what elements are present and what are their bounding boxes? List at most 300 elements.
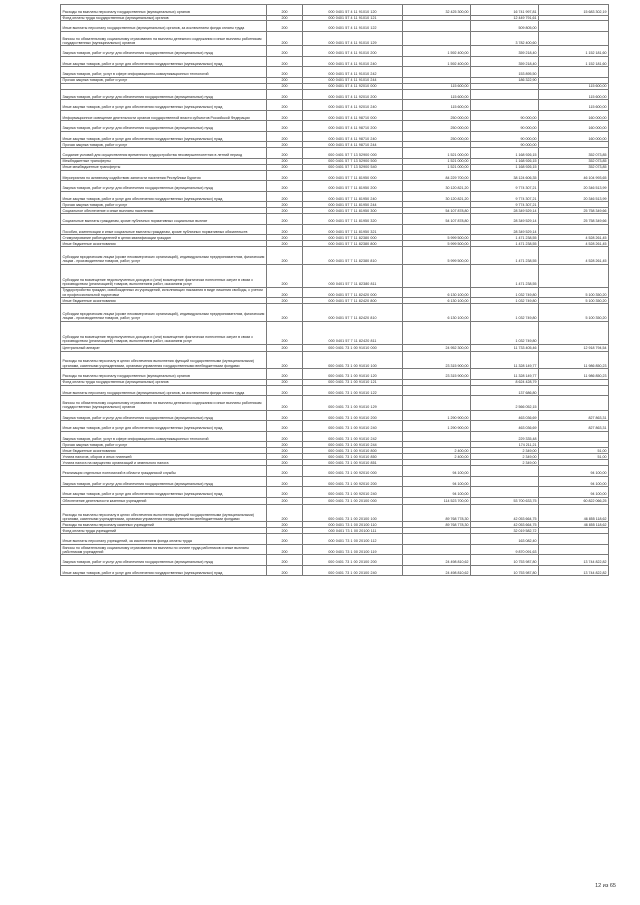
executed-amount-cell: 12 449 791,61 xyxy=(471,15,539,21)
line-code-cell: 200 xyxy=(267,421,303,432)
classification-code-cell: 000 0401 57 7 11 81950 244 xyxy=(303,202,403,208)
approved-budget-cell: 6 130 100,00 xyxy=(403,298,471,304)
classification-code-cell: 000 0401 73 1 00 20100 100 xyxy=(303,504,403,522)
unexecuted-amount-cell: 160 000,00 xyxy=(539,121,609,132)
approved-budget-cell: 94 100,00 xyxy=(403,476,471,487)
line-code-cell: 200 xyxy=(267,77,303,83)
expense-name-cell: Субсидии юридическим лицам (кроме некоммерческих организаций), индивидуальным предпринимателям, физическим лицам - производителям товаров, работ, услуг xyxy=(61,247,267,265)
executed-amount-cell: 28 349 529,14 xyxy=(471,208,539,214)
line-code-cell: 200 xyxy=(267,351,303,369)
table-row xyxy=(61,235,609,241)
unexecuted-amount-cell xyxy=(539,385,609,396)
classification-code-cell: 000 0401 57 7 11 82420 811 xyxy=(303,321,403,344)
table-row xyxy=(61,321,609,344)
expense-name-cell: Расходы на выплаты персоналу в целях обеспечения выполнения функций государственными (муниципальными) органами, казенными учреждениями, органами управления государственными внебюджетными фондами xyxy=(61,351,267,369)
classification-code-cell: 000 0401 57 4 11 98710 244 xyxy=(303,142,403,148)
executed-amount-cell: 2 349,00 xyxy=(471,460,539,466)
table-row xyxy=(61,214,609,225)
line-code-cell: 200 xyxy=(267,466,303,477)
line-code-cell: 200 xyxy=(267,287,303,298)
executed-amount-cell: 2 349,00 xyxy=(471,448,539,454)
classification-code-cell: 000 0401 57 4 11 91010 244 xyxy=(303,77,403,83)
classification-code-cell: 000 0401 57 7 11 81950 321 xyxy=(303,224,403,235)
classification-code-cell: 000 0401 57 4 11 92010 240 xyxy=(303,100,403,111)
table-row xyxy=(61,131,609,142)
approved-budget-cell: 6 130 100,00 xyxy=(403,304,471,322)
unexecuted-amount-cell: 352 073,85 xyxy=(539,158,609,164)
classification-code-cell: 000 0401 57 4 11 91010 129 xyxy=(303,31,403,45)
unexecuted-amount-cell xyxy=(539,224,609,235)
expense-name-cell: Прочая закупка товаров, работ и услуг xyxy=(61,142,267,148)
expense-name-cell: Субсидии на возмещение недополученных доходов и (или) возмещение фактически понесенных затрат в связи с производством (реализацией) товаров, выполнением работ, оказанием услуг xyxy=(61,264,267,287)
unexecuted-amount-cell xyxy=(539,321,609,344)
line-code-cell: 200 xyxy=(267,431,303,442)
table-row xyxy=(61,89,609,100)
expense-name-cell: Мероприятия по активному содействию занятости населения Республики Бурятия xyxy=(61,170,267,181)
budget-execution-table xyxy=(60,4,609,576)
line-code-cell: 200 xyxy=(267,46,303,57)
expense-name-cell: Субсидии юридическим лицам (кроме некоммерческих организаций), индивидуальным предпринимателям, физическим лицам - производителям товаров, работ, услуг xyxy=(61,304,267,322)
approved-budget-cell: 2 400,00 xyxy=(403,454,471,460)
line-code-cell: 200 xyxy=(267,410,303,421)
executed-amount-cell xyxy=(471,476,539,487)
approved-budget-cell: 54 107 878,80 xyxy=(403,208,471,214)
classification-code-cell: 000 0401 73 1 00 91010 000 xyxy=(303,344,403,351)
expense-name-cell: Информационное освещение деятельности органов государственной власти субъектов Российской Федерации xyxy=(61,110,267,121)
classification-code-cell: 000 0401 57 4 11 91010 200 xyxy=(303,46,403,57)
expense-name-cell: Уплата налогов, сборов и иных платежей xyxy=(61,454,267,460)
line-code-cell: 200 xyxy=(267,454,303,460)
unexecuted-amount-cell: 827 863,31 xyxy=(539,410,609,421)
classification-code-cell: 000 0401 73 1 00 20100 110 xyxy=(303,522,403,528)
classification-code-cell: 000 0401 57 7 11 81950 300 xyxy=(303,208,403,214)
approved-budget-cell: 94 100,00 xyxy=(403,466,471,477)
expense-name-cell: Прочая закупка товаров, работ и услуг xyxy=(61,442,267,448)
table-row xyxy=(61,504,609,522)
expense-name-cell: Иные закупки товаров, работ и услуг для обеспечения государственных (муниципальных) нужд xyxy=(61,565,267,576)
line-code-cell: 200 xyxy=(267,344,303,351)
executed-amount-cell: 90 000,00 xyxy=(471,142,539,148)
expense-name-cell: Иные закупки товаров, работ и услуг для обеспечения государственных (муниципальных) нужд xyxy=(61,487,267,498)
unexecuted-amount-cell: 11 986 850,23 xyxy=(539,351,609,369)
line-code-cell: 200 xyxy=(267,504,303,522)
expense-name-cell: Взносы по обязательному социальному страхованию на выплаты денежного содержания и иные выплаты работникам государственных (муниципальных) органов xyxy=(61,31,267,45)
unexecuted-amount-cell xyxy=(539,264,609,287)
table-row xyxy=(61,410,609,421)
unexecuted-amount-cell: 115 600,00 xyxy=(539,100,609,111)
line-code-cell: 200 xyxy=(267,56,303,67)
expense-name-cell: Иные бюджетные ассигнования xyxy=(61,298,267,304)
table-row xyxy=(61,565,609,576)
executed-amount-cell: 229 335,48 xyxy=(471,431,539,442)
executed-amount-cell: 509 805,00 xyxy=(471,21,539,32)
line-code-cell: 200 xyxy=(267,110,303,121)
unexecuted-amount-cell: 46 855 118,62 xyxy=(539,522,609,528)
line-code-cell: 200 xyxy=(267,385,303,396)
line-code-cell: 200 xyxy=(267,21,303,32)
executed-amount-cell: 10 753 987,80 xyxy=(471,565,539,576)
unexecuted-amount-cell: 115 600,00 xyxy=(539,83,609,89)
line-code-cell: 200 xyxy=(267,247,303,265)
classification-code-cell: 000 0401 57 4 11 98710 000 xyxy=(303,110,403,121)
executed-amount-cell: 1 168 926,15 xyxy=(471,148,539,159)
unexecuted-amount-cell: 352 073,85 xyxy=(539,148,609,159)
classification-code-cell: 000 0401 73 1 00 92010 240 xyxy=(303,487,403,498)
classification-code-cell: 000 0401 73 1 00 91010 121 xyxy=(303,379,403,385)
unexecuted-amount-cell: 160 000,00 xyxy=(539,131,609,142)
expense-name-cell: Пособия, компенсации и иные социальные выплаты гражданам, кроме публичных нормативных обязательств xyxy=(61,224,267,235)
executed-amount-cell: 2 349,00 xyxy=(471,454,539,460)
executed-amount-cell: 463 036,69 xyxy=(471,421,539,432)
unexecuted-amount-cell: 20 346 513,99 xyxy=(539,181,609,192)
classification-code-cell: 000 0401 73 1 00 91010 242 xyxy=(303,431,403,442)
approved-budget-cell: 89 768 778,30 xyxy=(403,504,471,522)
table-row xyxy=(61,110,609,121)
line-code-cell: 200 xyxy=(267,5,303,16)
classification-code-cell: 000 0401 73 1 00 20100 112 xyxy=(303,534,403,545)
line-code-cell: 200 xyxy=(267,83,303,89)
classification-code-cell: 000 0401 57 4 11 91010 120 xyxy=(303,5,403,16)
approved-budget-cell: 30 120 821,20 xyxy=(403,191,471,202)
table-row xyxy=(61,344,609,351)
unexecuted-amount-cell xyxy=(539,67,609,78)
classification-code-cell: 000 0401 57 4 11 91010 240 xyxy=(303,56,403,67)
classification-code-cell: 000 0401 73 1 00 91010 851 xyxy=(303,460,403,466)
classification-code-cell: 000 0401 73 1 00 20100 000 xyxy=(303,497,403,504)
classification-code-cell: 000 0401 57 7 11 82380 000 xyxy=(303,235,403,241)
classification-code-cell: 000 0401 57 4 11 91010 242 xyxy=(303,67,403,78)
expense-name-cell: Иные закупки товаров, работ и услуг для обеспечения государственных (муниципальных) нужд xyxy=(61,100,267,111)
line-code-cell: 200 xyxy=(267,476,303,487)
unexecuted-amount-cell: 25 758 349,66 xyxy=(539,208,609,214)
line-code-cell: 200 xyxy=(267,497,303,504)
classification-code-cell: 000 0401 73 1 00 20100 111 xyxy=(303,528,403,534)
expense-name-cell: Фонд оплаты труда государственных (муниципальных) органов xyxy=(61,15,267,21)
executed-amount-cell: 42 053 664,75 xyxy=(471,522,539,528)
line-code-cell: 200 xyxy=(267,522,303,528)
expense-name-cell: Закупка товаров, работ, услуг в сфере информационно-коммуникационных технологий xyxy=(61,67,267,78)
executed-amount-cell: 11 733 405,46 xyxy=(471,344,539,351)
line-code-cell: 200 xyxy=(267,321,303,344)
expense-name-cell: Взносы по обязательному социальному страхованию на выплаты по оплате труда работников и иные выплаты работникам учреждений xyxy=(61,544,267,555)
expense-name-cell: Прочая закупка товаров, работ и услуг xyxy=(61,202,267,208)
classification-code-cell: 000 0401 57 7 11 82420 000 xyxy=(303,287,403,298)
table-row xyxy=(61,460,609,466)
executed-amount-cell: 1 471 238,55 xyxy=(471,264,539,287)
expense-name-cell: Иные закупки товаров, работ и услуг для обеспечения государственных (муниципальных) нужд xyxy=(61,191,267,202)
expense-name-cell: Закупка товаров, работ и услуг для обеспечения государственных (муниципальных) нужд xyxy=(61,89,267,100)
classification-code-cell: 000 0401 57 7 11 82420 810 xyxy=(303,304,403,322)
expense-name-cell: Социальное обеспечение и иные выплаты населению xyxy=(61,208,267,214)
expense-name-cell: Иные бюджетные ассигнования xyxy=(61,241,267,247)
executed-amount-cell: 38 124 606,35 xyxy=(471,170,539,181)
approved-budget-cell xyxy=(403,224,471,235)
line-code-cell: 200 xyxy=(267,448,303,454)
table-row xyxy=(61,67,609,78)
unexecuted-amount-cell xyxy=(539,31,609,45)
executed-amount-cell: 3 782 400,60 xyxy=(471,31,539,45)
expense-name-cell: Закупка товаров, работ и услуг для обеспечения государственных (муниципальных) нужд xyxy=(61,121,267,132)
approved-budget-cell: 1 290 900,00 xyxy=(403,421,471,432)
approved-budget-cell: 250 000,00 xyxy=(403,131,471,142)
unexecuted-amount-cell: 12 918 794,54 xyxy=(539,344,609,351)
executed-amount-cell: 137 686,80 xyxy=(471,385,539,396)
expense-name-cell: Расходы на выплаты персоналу казенных учреждений xyxy=(61,522,267,528)
line-code-cell: 200 xyxy=(267,89,303,100)
unexecuted-amount-cell: 352 073,85 xyxy=(539,164,609,170)
executed-amount-cell: 1 471 238,55 xyxy=(471,241,539,247)
line-code-cell: 200 xyxy=(267,534,303,545)
line-code-cell: 200 xyxy=(267,396,303,410)
unexecuted-amount-cell: 46 104 993,65 xyxy=(539,170,609,181)
classification-code-cell: 000 0401 57 7 11 81950 240 xyxy=(303,191,403,202)
expense-name-cell: Закупка товаров, работ и услуг для обеспечения государственных (муниципальных) нужд xyxy=(61,555,267,566)
executed-amount-cell: 53 700 633,75 xyxy=(471,497,539,504)
expense-name-cell: Субсидии на возмещение недополученных доходов и (или) возмещение фактически понесенных затрат в связи с производством (реализацией) товаров, выполнением работ, оказанием услуг xyxy=(61,321,267,344)
unexecuted-amount-cell xyxy=(539,396,609,410)
expense-name-cell: Расходы на выплаты персоналу государственных (муниципальных) органов xyxy=(61,5,267,16)
line-code-cell: 200 xyxy=(267,142,303,148)
approved-budget-cell: 115 600,00 xyxy=(403,89,471,100)
line-code-cell: 200 xyxy=(267,214,303,225)
line-code-cell: 200 xyxy=(267,555,303,566)
unexecuted-amount-cell: 60 822 066,25 xyxy=(539,497,609,504)
expense-name-cell: Взносы по обязательному социальному страхованию на выплаты денежного содержания и иные выплаты работникам государственных (муниципальных) органов xyxy=(61,396,267,410)
approved-budget-cell: 23 315 900,00 xyxy=(403,369,471,380)
approved-budget-cell: 5 999 500,00 xyxy=(403,241,471,247)
table-row xyxy=(61,208,609,214)
unexecuted-amount-cell: 13 744 822,82 xyxy=(539,555,609,566)
classification-code-cell: 000 0401 57 7 13 52900 000 xyxy=(303,148,403,159)
table-row xyxy=(61,31,609,45)
classification-code-cell: 000 0401 73 1 00 91010 200 xyxy=(303,410,403,421)
executed-amount-cell: 186 322,90 xyxy=(471,77,539,83)
approved-budget-cell: 115 600,00 xyxy=(403,100,471,111)
table-row xyxy=(61,385,609,396)
classification-code-cell: 000 0401 57 4 11 91010 121 xyxy=(303,15,403,21)
approved-budget-cell: 1 521 000,00 xyxy=(403,164,471,170)
approved-budget-cell: 23 315 900,00 xyxy=(403,351,471,369)
expense-name-cell: Иные выплаты персоналу государственных (муниципальных) органов, за исключением фонда оплаты труда xyxy=(61,21,267,32)
line-code-cell: 200 xyxy=(267,442,303,448)
line-code-cell: 200 xyxy=(267,148,303,159)
expense-name-cell: Стимулирование работодателей в целях квалификации граждан xyxy=(61,235,267,241)
approved-budget-cell xyxy=(403,431,471,442)
expense-name-cell: Обеспечение деятельности казенных учреждений xyxy=(61,497,267,504)
unexecuted-amount-cell: 4 528 261,45 xyxy=(539,235,609,241)
classification-code-cell: 000 0401 57 7 11 81950 320 xyxy=(303,214,403,225)
unexecuted-amount-cell: 115 600,00 xyxy=(539,89,609,100)
classification-code-cell: 000 0401 73 1 00 92010 000 xyxy=(303,466,403,477)
unexecuted-amount-cell xyxy=(539,544,609,555)
line-code-cell: 200 xyxy=(267,208,303,214)
approved-budget-cell: 89 768 778,30 xyxy=(403,522,471,528)
approved-budget-cell: 250 000,00 xyxy=(403,121,471,132)
unexecuted-amount-cell: 20 346 513,99 xyxy=(539,191,609,202)
expense-name-cell: Закупка товаров, работ, услуг в сфере информационно-коммуникационных технологий xyxy=(61,431,267,442)
approved-budget-cell: 24 498 810,62 xyxy=(403,555,471,566)
line-code-cell: 200 xyxy=(267,235,303,241)
line-code-cell: 200 xyxy=(267,460,303,466)
approved-budget-cell xyxy=(403,21,471,32)
executed-amount-cell: 9 774 307,21 xyxy=(471,181,539,192)
executed-amount-cell: 463 036,69 xyxy=(471,410,539,421)
table-row xyxy=(61,46,609,57)
table-row xyxy=(61,421,609,432)
approved-budget-cell: 94 100,00 xyxy=(403,487,471,498)
expense-name-cell: Иные выплаты персоналу государственных (муниципальных) органов, за исключением фонда оплаты труда xyxy=(61,385,267,396)
executed-amount-cell: 16 741 997,81 xyxy=(471,5,539,16)
classification-code-cell: 000 0401 73 1 00 92010 200 xyxy=(303,476,403,487)
unexecuted-amount-cell: 5 100 350,20 xyxy=(539,298,609,304)
unexecuted-amount-cell: 827 863,31 xyxy=(539,421,609,432)
executed-amount-cell xyxy=(471,466,539,477)
expense-name-cell: Иные межбюджетные трансферты xyxy=(61,164,267,170)
line-code-cell: 200 xyxy=(267,191,303,202)
unexecuted-amount-cell: 5 100 350,20 xyxy=(539,287,609,298)
approved-budget-cell: 32 425 300,00 xyxy=(403,5,471,16)
unexecuted-amount-cell xyxy=(539,21,609,32)
classification-code-cell: 000 0401 57 7 11 82380 800 xyxy=(303,241,403,247)
executed-amount-cell: 28 349 529,14 xyxy=(471,224,539,235)
approved-budget-cell xyxy=(403,321,471,344)
classification-code-cell: 000 0401 57 7 11 82420 800 xyxy=(303,298,403,304)
expense-name-cell: Иные закупки товаров, работ и услуг для обеспечения государственных (муниципальных) нужд xyxy=(61,421,267,432)
unexecuted-amount-cell: 46 855 118,62 xyxy=(539,504,609,522)
approved-budget-cell: 1 592 400,00 xyxy=(403,46,471,57)
executed-amount-cell: 10 753 987,80 xyxy=(471,555,539,566)
expense-name-cell: Реализация отдельных полномочий в области гражданской службы xyxy=(61,466,267,477)
approved-budget-cell: 54 107 878,80 xyxy=(403,214,471,225)
line-code-cell: 200 xyxy=(267,31,303,45)
table-row xyxy=(61,148,609,159)
line-code-cell: 200 xyxy=(267,369,303,380)
executed-amount-cell: 32 019 582,72 xyxy=(471,528,539,534)
executed-amount-cell: 28 349 529,14 xyxy=(471,214,539,225)
line-code-cell: 200 xyxy=(267,131,303,142)
expense-name-cell: Фонд оплаты труда государственных (муниципальных) органов xyxy=(61,379,267,385)
executed-amount-cell: 90 000,00 xyxy=(471,110,539,121)
table-row xyxy=(61,121,609,132)
classification-code-cell: 000 0401 57 7 11 81950 000 xyxy=(303,170,403,181)
table-row xyxy=(61,396,609,410)
executed-amount-cell: 1 032 749,80 xyxy=(471,304,539,322)
approved-budget-cell: 2 400,00 xyxy=(403,448,471,454)
table-row xyxy=(61,497,609,504)
approved-budget-cell xyxy=(403,396,471,410)
table-row xyxy=(61,191,609,202)
approved-budget-cell: 5 999 500,00 xyxy=(403,235,471,241)
executed-amount-cell xyxy=(471,89,539,100)
expense-name-cell: Расходы на выплаты персоналу государственных (муниципальных) органов xyxy=(61,369,267,380)
expense-name-cell: Прочая закупка товаров, работ и услуг xyxy=(61,77,267,83)
table-row xyxy=(61,379,609,385)
approved-budget-cell: 1 521 000,00 xyxy=(403,158,471,164)
approved-budget-cell: 1 592 400,00 xyxy=(403,56,471,67)
classification-code-cell: 000 0401 57 7 11 82380 811 xyxy=(303,264,403,287)
executed-amount-cell: 9 774 307,21 xyxy=(471,191,539,202)
line-code-cell: 200 xyxy=(267,67,303,78)
table-row xyxy=(61,431,609,442)
budget-report-sheet xyxy=(60,4,607,576)
executed-amount-cell: 9 774 307,21 xyxy=(471,202,539,208)
unexecuted-amount-cell xyxy=(539,431,609,442)
approved-budget-cell: 114 523 700,00 xyxy=(403,497,471,504)
unexecuted-amount-cell: 51,00 xyxy=(539,454,609,460)
table-row xyxy=(61,487,609,498)
page-number: 12 из 65 xyxy=(595,883,616,889)
line-code-cell: 200 xyxy=(267,304,303,322)
executed-amount-cell: 359 218,40 xyxy=(471,46,539,57)
expense-name-cell: Закупка товаров, работ и услуг для обеспечения государственных (муниципальных) нужд xyxy=(61,410,267,421)
classification-code-cell: 000 0401 73 1 00 91010 100 xyxy=(303,351,403,369)
executed-amount-cell: 1 168 926,15 xyxy=(471,158,539,164)
table-row xyxy=(61,181,609,192)
expense-name-cell: Центральный аппарат xyxy=(61,344,267,351)
line-code-cell: 200 xyxy=(267,224,303,235)
table-row xyxy=(61,56,609,67)
line-code-cell: 200 xyxy=(267,544,303,555)
classification-code-cell: 000 0401 57 4 11 98710 240 xyxy=(303,131,403,142)
approved-budget-cell: 84 229 700,00 xyxy=(403,170,471,181)
approved-budget-cell: 5 999 500,00 xyxy=(403,247,471,265)
approved-budget-cell: 250 000,00 xyxy=(403,110,471,121)
executed-amount-cell: 1 032 749,80 xyxy=(471,321,539,344)
table-row xyxy=(61,170,609,181)
line-code-cell: 200 xyxy=(267,158,303,164)
expense-name-cell: Создание условий для осуществления временного трудоустройства несовершеннолетних в летний период xyxy=(61,148,267,159)
classification-code-cell: 000 0401 57 7 13 52900 500 xyxy=(303,158,403,164)
table-row xyxy=(61,224,609,235)
table-row xyxy=(61,534,609,545)
classification-code-cell: 000 0401 73 1 00 91010 800 xyxy=(303,448,403,454)
classification-code-cell: 000 0401 57 7 13 52900 540 xyxy=(303,164,403,170)
line-code-cell: 200 xyxy=(267,164,303,170)
table-row xyxy=(61,21,609,32)
executed-amount-cell: 1 168 926,15 xyxy=(471,164,539,170)
executed-amount-cell: 42 053 664,75 xyxy=(471,504,539,522)
classification-code-cell: 000 0401 73 1 00 91010 129 xyxy=(303,396,403,410)
line-code-cell: 200 xyxy=(267,202,303,208)
approved-budget-cell: 24 952 300,00 xyxy=(403,344,471,351)
expense-name-cell: Фонд оплаты труда учреждений xyxy=(61,528,267,534)
classification-code-cell: 000 0401 73 1 00 91010 120 xyxy=(303,369,403,380)
expense-name-cell: Иные бюджетные ассигнования xyxy=(61,448,267,454)
classification-code-cell: 000 0401 73 1 00 91010 850 xyxy=(303,454,403,460)
table-row xyxy=(61,100,609,111)
classification-code-cell: 000 0401 73 1 00 91010 122 xyxy=(303,385,403,396)
table-row xyxy=(61,287,609,298)
expense-name-cell: Расходы на выплаты персоналу в целях обеспечения выполнения функций государственными (муниципальными) органами, казенными учреждениями, органами управления государственными внебюджетными фондами xyxy=(61,504,267,522)
unexecuted-amount-cell: 94 100,00 xyxy=(539,487,609,498)
expense-name-cell: Закупка товаров, работ и услуг для обеспечения государственных (муниципальных) нужд xyxy=(61,46,267,57)
approved-budget-cell: 1 521 000,00 xyxy=(403,148,471,159)
executed-amount-cell: 11 328 149,77 xyxy=(471,351,539,369)
approved-budget-cell: 30 120 821,20 xyxy=(403,181,471,192)
classification-code-cell: 000 0401 73 1 00 91010 244 xyxy=(303,442,403,448)
table-row xyxy=(61,466,609,477)
executed-amount-cell: 359 218,40 xyxy=(471,56,539,67)
unexecuted-amount-cell: 4 528 261,45 xyxy=(539,241,609,247)
line-code-cell: 200 xyxy=(267,181,303,192)
table-body xyxy=(61,5,609,576)
line-code-cell: 200 xyxy=(267,565,303,576)
unexecuted-amount-cell: 25 758 349,66 xyxy=(539,214,609,225)
unexecuted-amount-cell: 94 100,00 xyxy=(539,476,609,487)
executed-amount-cell: 9 870 091,63 xyxy=(471,544,539,555)
classification-code-cell: 000 0401 57 4 11 98710 200 xyxy=(303,121,403,132)
approved-budget-cell: 115 600,00 xyxy=(403,83,471,89)
